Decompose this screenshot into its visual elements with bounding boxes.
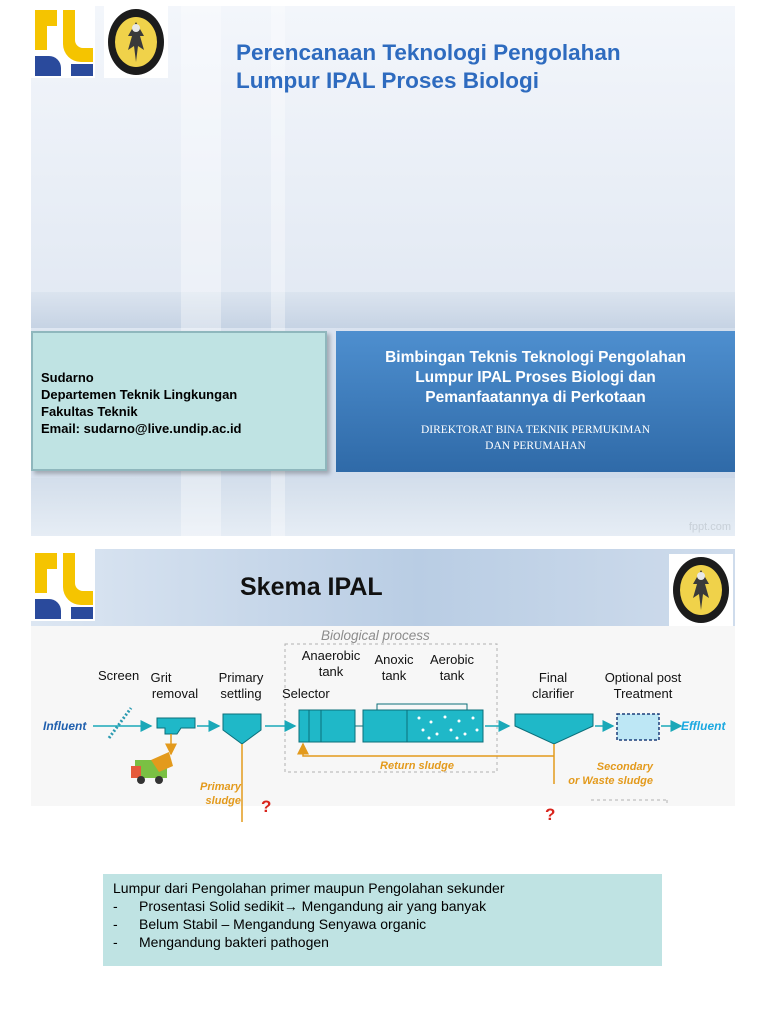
slide-header <box>31 549 735 626</box>
final-clarifier-label: Final <box>538 670 568 685</box>
list-item-text: Mengandung bakteri pathogen <box>139 934 329 950</box>
program-info-box <box>336 331 735 472</box>
author-info-box <box>31 331 327 471</box>
list-item-text: Prosentasi Solid sedikit→ Mengandung air yang banyak <box>139 898 487 914</box>
question-mark: ? <box>261 797 272 816</box>
university-seal-logo <box>669 554 733 626</box>
primary-sludge-label: Primary <box>200 781 241 793</box>
background-band <box>31 478 735 536</box>
ipal-process-diagram <box>31 626 735 826</box>
selector-label: Selector <box>282 686 330 701</box>
internal-recycle <box>377 704 467 710</box>
optional-treatment-label: Treatment <box>613 686 673 701</box>
grit-label: removal <box>151 686 199 701</box>
slide-title: Skema IPAL <box>240 573 383 601</box>
optional-treatment-label: Optional post <box>604 670 682 685</box>
anoxic-tank-label: Anoxic <box>374 652 414 667</box>
anoxic-tank-label: tank <box>381 668 407 683</box>
return-sludge-label: Return sludge <box>380 760 454 772</box>
bullet-dash: - <box>113 934 118 950</box>
note-heading: Lumpur dari Pengolahan primer maupun Pengolahan sekunder <box>113 880 505 896</box>
organization-line: DIREKTORAT BINA TEKNIK PERMUKIMAN <box>420 424 651 436</box>
question-mark: ? <box>545 805 556 824</box>
biological-process-label: Biological process <box>321 628 430 643</box>
screen-symbol <box>109 708 131 738</box>
waste-sludge-label: Secondary <box>596 761 653 773</box>
program-title <box>336 348 735 408</box>
author-faculty: Fakultas Teknik <box>41 404 138 419</box>
anaerobic-tank-label: tank <box>318 664 344 679</box>
primary-settling-label: Primary <box>218 670 264 685</box>
anoxic-tank <box>363 710 407 742</box>
bullet-dash: - <box>113 898 118 914</box>
aerobic-tank <box>407 710 483 742</box>
primary-sludge-label: sludge <box>205 795 241 807</box>
bullet-dash: - <box>113 916 118 932</box>
title-line: Perencanaan Teknologi Pengolahan <box>236 40 621 65</box>
author-email: Email: sudarno@live.undip.ac.id <box>41 421 242 436</box>
background-band <box>31 292 735 328</box>
list-item <box>113 915 662 933</box>
list-item <box>113 897 662 915</box>
university-seal-logo <box>104 6 168 78</box>
grit-label: Grit <box>150 670 172 685</box>
author-name: Sudarno <box>41 370 94 385</box>
final-clarifier-label: clarifier <box>532 686 574 701</box>
watermark: fppt.com <box>688 521 731 533</box>
pu-logo <box>31 549 97 621</box>
anaerobic-tank <box>299 710 355 742</box>
list-item-text: Belum Stabil – Mengandung Senyawa organic <box>139 916 427 932</box>
truck-icon <box>131 752 173 784</box>
anaerobic-tank-label: Anaerobic <box>301 648 361 663</box>
pu-logo <box>31 6 97 78</box>
list-item <box>113 933 662 951</box>
presentation-title <box>236 39 726 95</box>
organization-line: DAN PERUMAHAN <box>485 440 586 452</box>
title-slide <box>31 6 735 536</box>
author-department: Departemen Teknik Lingkungan <box>41 387 238 402</box>
program-title-line: Bimbingan Teknis Teknologi Pengolahan <box>385 349 686 366</box>
effluent-label: Effluent <box>681 719 726 733</box>
grit-removal-unit <box>157 718 195 734</box>
scheme-slide <box>31 549 735 1024</box>
waste-sludge-label: or Waste sludge <box>568 775 653 787</box>
primary-settling-label: settling <box>220 686 262 701</box>
program-title-line: Lumpur IPAL Proses Biologi dan <box>415 369 656 386</box>
final-clarifier <box>515 714 593 744</box>
optional-treatment-unit <box>617 714 659 740</box>
organization-name <box>336 422 735 454</box>
sludge-note-box <box>103 874 662 966</box>
screen-label: Screen <box>98 668 140 683</box>
title-line: Lumpur IPAL Proses Biologi <box>236 68 539 93</box>
primary-settling-tank <box>223 714 261 744</box>
return-sludge-line <box>303 744 554 756</box>
aerobic-tank-label: tank <box>439 668 465 683</box>
program-title-line: Pemanfaatannya di Perkotaan <box>425 389 646 406</box>
influent-label: Influent <box>43 719 87 733</box>
aerobic-tank-label: Aerobic <box>429 652 475 667</box>
